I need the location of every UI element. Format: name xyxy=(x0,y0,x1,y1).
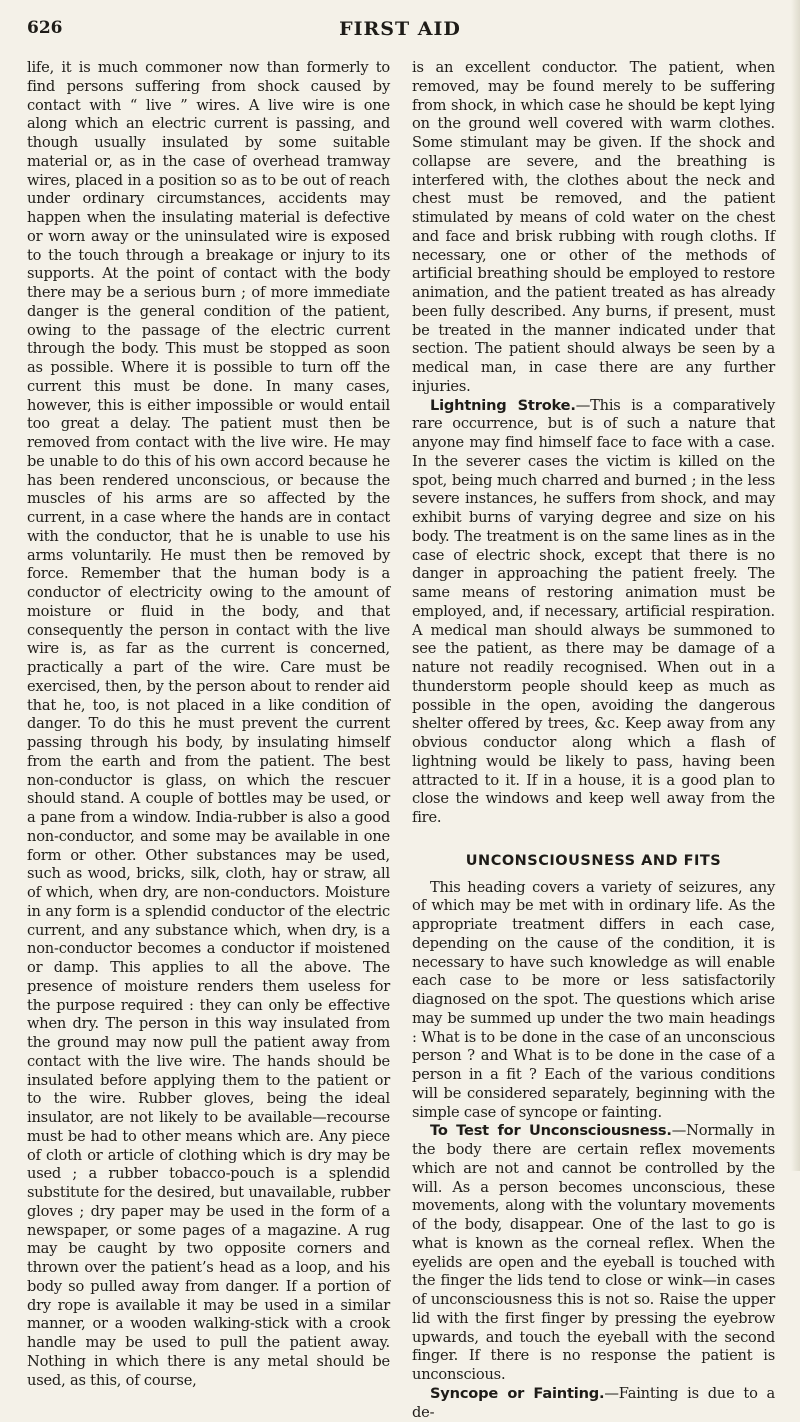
page-header xyxy=(27,18,773,46)
page-number: 626 xyxy=(27,18,63,38)
body-paragraph: is an excellent conductor. The patient, when removed, may be found merely to be suffering from shock, in which case he should be kept lying on the ground well covered with warm clothes. Some stimulant may be given. If the shock and collapse are severe, and the breathing is interfered with, the clothes about the neck and chest must be removed, and the patient stimulated by means of cold water on the chest and face and brisk rubbing with rough cloths. If necessary, one or other of the methods of artificial breathing should be employed to restore animation, and the patient treated as has already been fully described. Any burns, if present, must be treated in the manner indicated under that section. The patient should always be seen by a medical man, in case there are any further injuries. xyxy=(412,59,775,395)
syncope-text: —Fainting is due to a de- xyxy=(412,1384,776,1421)
test-paragraph xyxy=(412,1122,775,1385)
right-column xyxy=(412,59,775,1422)
test-text: —Normally in the body there are certain reflex movements which are not and cannot be controlled by the will. As a person becomes unconscious, these movements, along with the voluntary movements of the body, disappear. One of the last to go is what is known as the corneal reflex. When the eyelids are open and the eyeball is touched with the finger the lids tend to close or wink—in cases of unconsciousness this is not so. Raise the upper lid with the first finger by pressing the eyebrow upwards, and touch the eyeball with the second finger. If there is no response the patient is unconscious. xyxy=(412,1122,775,1383)
body-paragraph: life, it is much commoner now than formerly to find persons suffering from shock caused by contact with “ live ” wires. A live wire is one along which an electric current is passing, and though usually insulated by some suitable material or, as in the case of overhead tramway wires, placed in a position so as to be out of reach under ordinary circumstances, accidents may happen when the insulating material is defective or worn away or the uninsulated wire is exposed to the touch through a breakage or injury to its supports. At the point of contact with the body there may be a serious burn ; of more immediate danger is the general condition of the patient, owing to the passage of the electric current through the body. This must be stopped as soon as possible. Where it is possible to turn off the current this must be done. In many cases, however, this is either impossible or would entail too great a delay. The patient must then be removed from contact with the live wire. He may be unable to do this of his own accord because he has been rendered unconscious, or because the muscles of his arms are so affected by the current, in a case where the hands are in contact with the conductor, that he is unable to use his arms voluntarily. He must then be removed by force. Remember that the human body is a conductor of electricity owing to the amount of moisture or fluid in the body, and that consequently the person in contact with the live wire is, as far as the current is concerned, practically a part of the wire. Care must be exercised, then, by the person about to render aid that he, too, is not placed in a like condition of danger. To do this he must prevent the current passing through his body, by insulating himself from the earth and from the patient. The best non-conductor is glass, on which the rescuer should stand. A couple of bottles may be used, or a pane from a window. India-rubber is also a good non-conductor, and some may be available in one form or other. Other substances may be used, such as wood, bricks, silk, cloth, hay or straw, all of which, when dry, are non-conductors. Moisture in any form is a splendid conductor of the electric current, and any substance which, when dry, is a non-conductor becomes a conductor if moistened or damp. This applies to all the above. The presence of moisture renders them useless for the purpose required : they can only be effective when dry. The person in this way insulated from the ground may now pull the patient away from contact with the live wire. The hands should be insulated before applying them to the patient or to the wire. Rubber gloves, being the ideal insulator, are not likely to be available—recourse must be had to other means which are. Any piece of cloth or article of clothing which is dry may be used ; a rubber tobacco-pouch is a splendid substitute for the desired, but unavailable, rubber gloves ; dry paper may be used in the form of a newspaper, or some pages of a magazine. A rug may be caught by two opposite corners and thrown over the patient’s head as a loop, and his body so pulled away from danger. If a portion of dry rope is available it may be used in a similar manner, or a wooden walking-stick with a crook handle may be used to pull the patient away. Nothing in which there is any metal should be used, as this, of course, xyxy=(27,59,390,1389)
lightning-heading: Lightning Stroke. xyxy=(430,396,576,414)
left-column xyxy=(27,59,390,1390)
syncope-paragraph xyxy=(412,1385,775,1422)
lightning-text: —This is a comparatively rare occurrence, but is of such a nature that anyone may find himself face to face with a case. In the severer cases the victim is killed on the spot, being much charred and burned ; in the less severe instances, he suffers from shock, and may exhibit burns of varying degree and size on his body. The treatment is on the same lines as in the case of electric shock, except that there is no danger in approaching the patient freely. The same means of restoring animation must be employed, and, if necessary, artificial respiration. A medical man should always be summoned to see the patient, as there may be damage of a nature not readily recognised. When out in a thunderstorm people should keep as much as possible in the open, avoiding the dangerous shelter offered by trees, &c. Keep away from any obvious conductor along which a flash of lightning would be likely to pass, having been attracted to it. If in a house, it is a good plan to close the windows and keep well away from the fire. xyxy=(412,396,775,826)
syncope-heading: Syncope or Fainting. xyxy=(430,1384,605,1402)
running-head: FIRST AID xyxy=(339,18,461,40)
lightning-paragraph xyxy=(412,397,775,828)
section-heading: UNCONSCIOUSNESS AND FITS xyxy=(465,852,722,869)
section-intro: This heading covers a variety of seizures, any of which may be met with in ordinary life. As the appropriate treatment differs in each case, depending on the cause of the condition, it is necessary to have such knowledge as will enable each case to be more or less satisfactorily diagnosed on the spot. The questions which arise may be summed up under the two main headings : What is to be done in the case of an unconscious person ? and What is to be done in the case of a person in a fit ? Each of the various conditions will be considered separately, beginning with the simple case of syncope or fainting. xyxy=(412,878,775,1121)
page-edge-shadow xyxy=(791,0,800,1171)
test-heading: To Test for Unconsciousness. xyxy=(430,1122,672,1140)
